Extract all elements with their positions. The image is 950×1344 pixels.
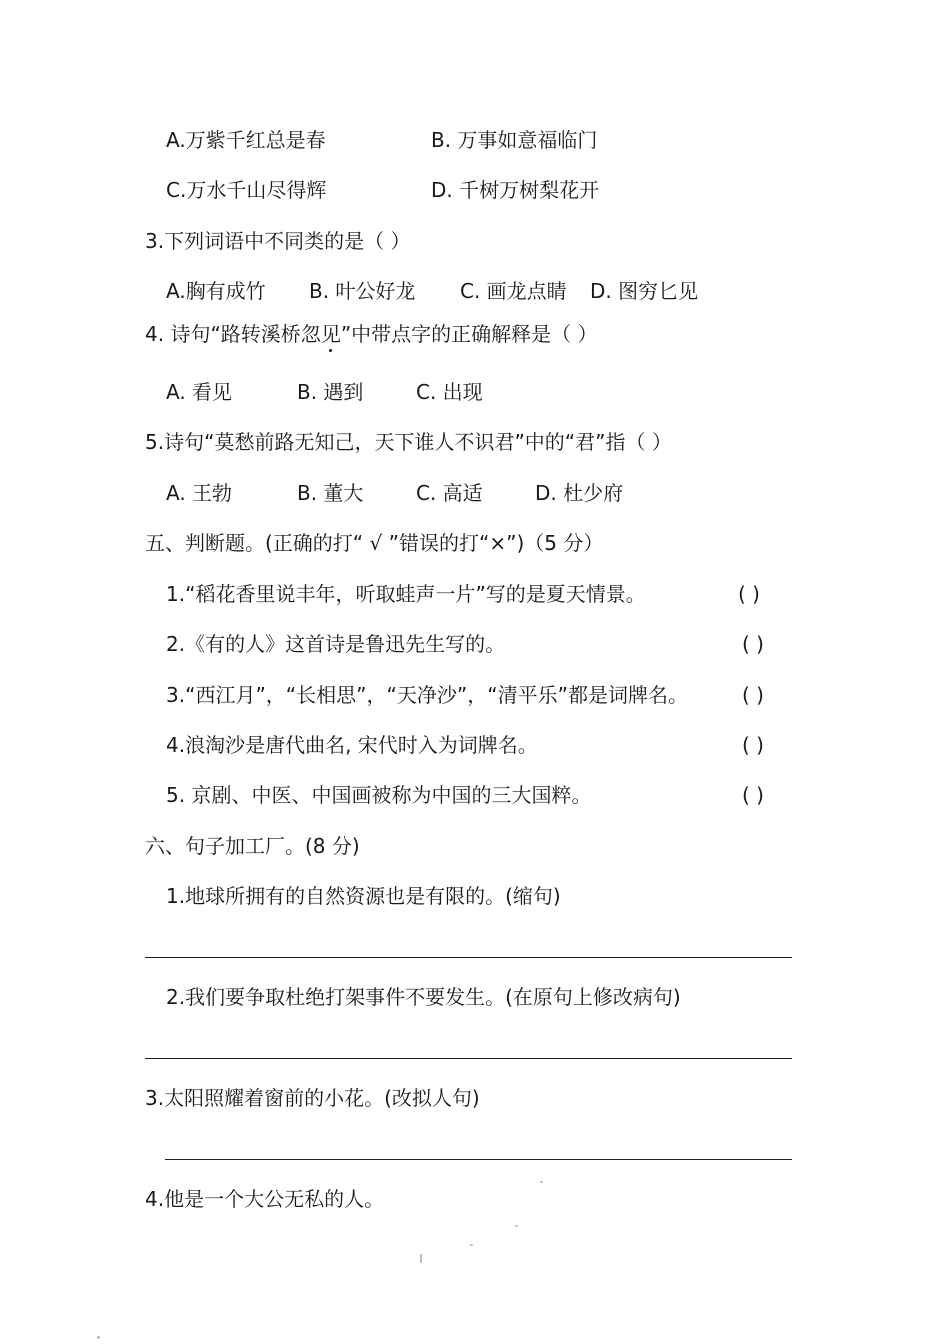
sentence-item-3: 3.太阳照耀着窗前的小花。(改拟人句) <box>145 1086 480 1110</box>
judge-answer-blank-1[interactable]: ( ) <box>738 582 760 606</box>
section6-title: 六、句子加工厂。(8 分) <box>145 834 360 858</box>
q3-option-d: D. 图穷匕见 <box>590 279 699 303</box>
scan-speck <box>515 1225 518 1227</box>
judge-item-4: 4.浪淘沙是唐代曲名, 宋代时入为词牌名。 <box>166 733 538 757</box>
q5-option-d: D. 杜少府 <box>535 481 624 505</box>
judge-answer-blank-4[interactable]: ( ) <box>742 733 764 757</box>
judge-item-2: 2.《有的人》这首诗是鲁迅先生写的。 <box>166 632 506 656</box>
q2-option-c: C.万水千山尽得辉 <box>166 178 327 202</box>
answer-line-1[interactable] <box>145 957 792 958</box>
sentence-item-1: 1.地球所拥有的自然资源也是有限的。(缩句) <box>166 884 561 908</box>
q5-option-c: C. 高适 <box>416 481 483 505</box>
judge-answer-blank-3[interactable]: ( ) <box>742 683 764 707</box>
q4-option-a: A. 看见 <box>166 380 233 404</box>
scan-speck <box>420 1254 422 1263</box>
q4-option-b: B. 遇到 <box>297 380 364 404</box>
q2-option-a: A.万紫千红总是春 <box>166 128 326 152</box>
answer-line-2[interactable] <box>145 1058 792 1059</box>
scan-speck <box>470 1244 473 1246</box>
judge-item-3: 3.“西江月”，“长相思”，“天净沙”，“清平乐”都是词牌名。 <box>166 683 688 707</box>
judge-answer-blank-2[interactable]: ( ) <box>742 632 764 656</box>
judge-item-5: 5. 京剧、中医、中国画被称为中国的三大国粹。 <box>166 783 592 807</box>
q2-option-d: D. 千树万树梨花开 <box>431 178 600 202</box>
scan-speck <box>540 1181 543 1183</box>
sentence-item-2: 2.我们要争取杜绝打架事件不要发生。(在原句上修改病句) <box>166 985 681 1009</box>
q5-option-b: B. 董大 <box>297 481 364 505</box>
q4-question-prefix: 4. 诗句“路转溪桥忽 <box>145 322 321 346</box>
q3-option-b: B. 叶公好龙 <box>309 279 416 303</box>
sentence-item-4: 4.他是一个大公无私的人。 <box>145 1187 385 1211</box>
q4-question <box>145 320 598 348</box>
q3-option-c: C. 画龙点睛 <box>460 279 567 303</box>
scan-speck <box>97 1336 100 1339</box>
judge-answer-blank-5[interactable]: ( ) <box>742 783 764 807</box>
q3-question: 3.下列词语中不同类的是（ ） <box>145 229 411 253</box>
section5-title: 五、判断题。(正确的打“ √ ”错误的打“×”)（5 分） <box>145 531 604 555</box>
q4-option-c: C. 出现 <box>416 380 483 404</box>
judge-item-1: 1.“稻花香里说丰年，听取蛙声一片”写的是夏天情景。 <box>166 582 646 606</box>
q4-question-suffix: ”中带点字的正确解释是（ ） <box>340 322 598 346</box>
q2-option-b: B. 万事如意福临门 <box>431 128 598 152</box>
answer-line-3[interactable] <box>165 1159 792 1160</box>
q3-option-a: A.胸有成竹 <box>166 279 266 303</box>
q5-question: 5.诗句“莫愁前路无知己，天下谁人不识君”中的“君”指（ ） <box>145 430 672 454</box>
q5-option-a: A. 王勃 <box>166 481 233 505</box>
q4-dotted-char: 见 <box>320 322 341 346</box>
